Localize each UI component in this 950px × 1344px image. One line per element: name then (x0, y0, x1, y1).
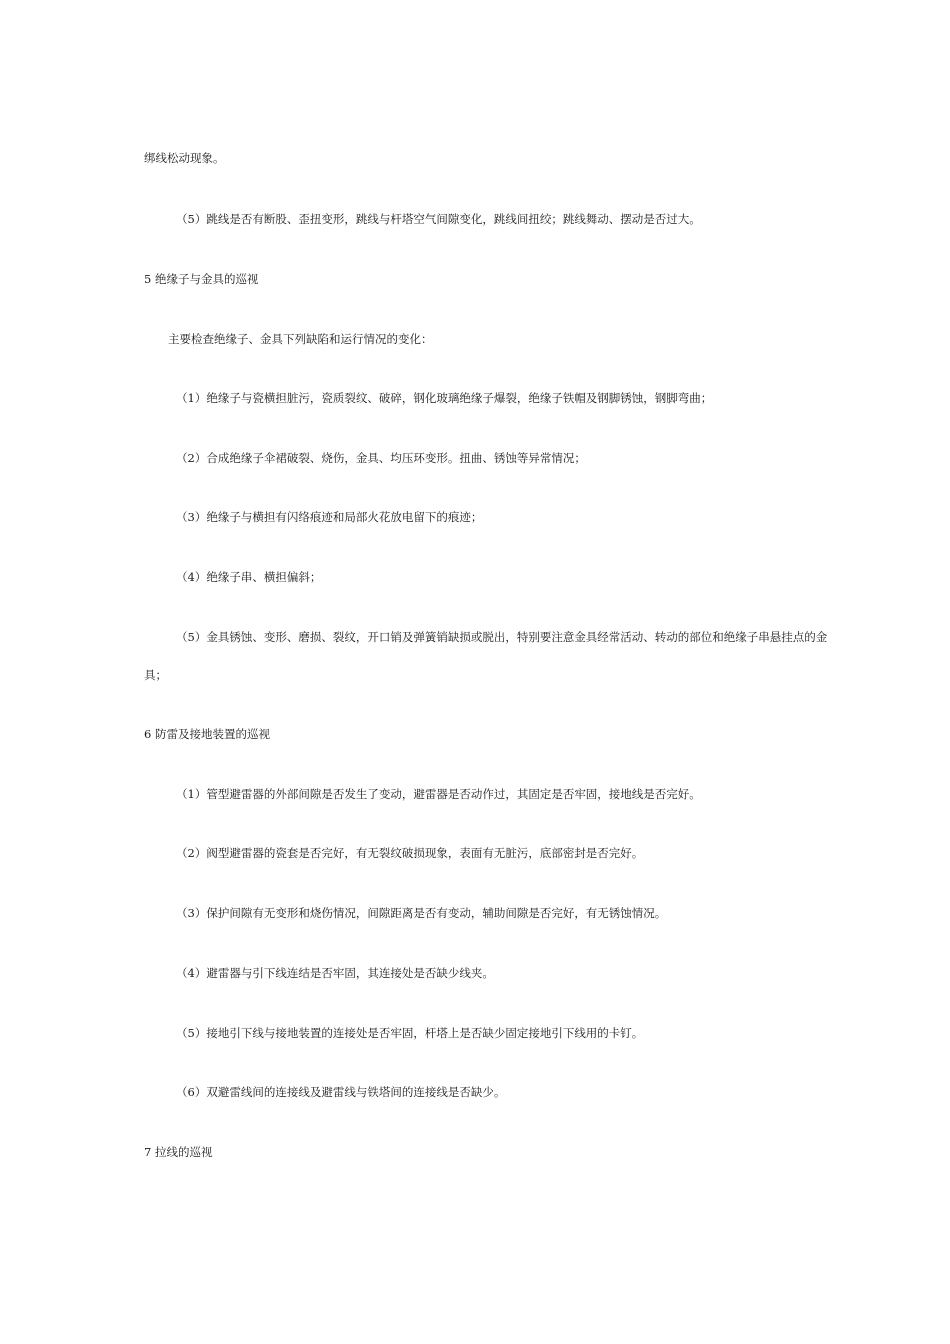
list-item: （3）保护间隙有无变形和烧伤情况，间隙距离是否有变动，辅助间隙是否完好，有无锈蚀情况。 (176, 905, 667, 920)
list-item: （5）接地引下线与接地装置的连接处是否牢固，杆塔上是否缺少固定接地引下线用的卡钉。 (176, 1025, 644, 1040)
paragraph-continuation: 绑线松动现象。 (144, 150, 225, 165)
list-item-continuation: 具； (144, 667, 167, 682)
section-heading: 7 拉线的巡视 (144, 1144, 213, 1159)
list-item: （4）避雷器与引下线连结是否牢固，其连接处是否缺少线夹。 (176, 965, 494, 980)
list-item: （1）绝缘子与瓷横担脏污，瓷质裂纹、破碎，钢化玻璃绝缘子爆裂，绝缘子铁帽及钢脚锈蚀，钢脚弯曲； (176, 390, 713, 405)
list-item: （2）阀型避雷器的瓷套是否完好，有无裂纹破损现象，表面有无脏污，底部密封是否完好。 (176, 845, 644, 860)
section-heading: 5 绝缘子与金具的巡视 (144, 271, 259, 286)
list-item: （2）合成绝缘子伞裙破裂、烧伤，金具、均压环变形。扭曲、锈蚀等异常情况； (176, 450, 586, 465)
list-item: （3）绝缘子与横担有闪络痕迹和局部火花放电留下的痕迹； (176, 509, 483, 524)
list-item: （5）跳线是否有断股、歪扭变形，跳线与杆塔空气间隙变化，跳线间扭绞；跳线舞动、摆动是否过大。 (176, 211, 701, 226)
list-item: （1）管型避雷器的外部间隙是否发生了变动，避雷器是否动作过，其固定是否牢固，接地线是否完好。 (176, 786, 701, 801)
list-item: （4）绝缘子串、横担偏斜； (176, 569, 322, 584)
section-heading: 6 防雷及接地装置的巡视 (144, 726, 270, 741)
list-item: （6）双避雷线间的连接线及避雷线与铁塔间的连接线是否缺少。 (176, 1084, 506, 1099)
list-item: （5）金具锈蚀、变形、磨损、裂纹，开口销及弹簧销缺损或脱出，特别要注意金具经常活动、转动的部位和绝缘子串悬挂点的金 (176, 629, 828, 644)
paragraph-intro: 主要检查绝缘子、金具下列缺陷和运行情况的变化： (168, 331, 433, 346)
